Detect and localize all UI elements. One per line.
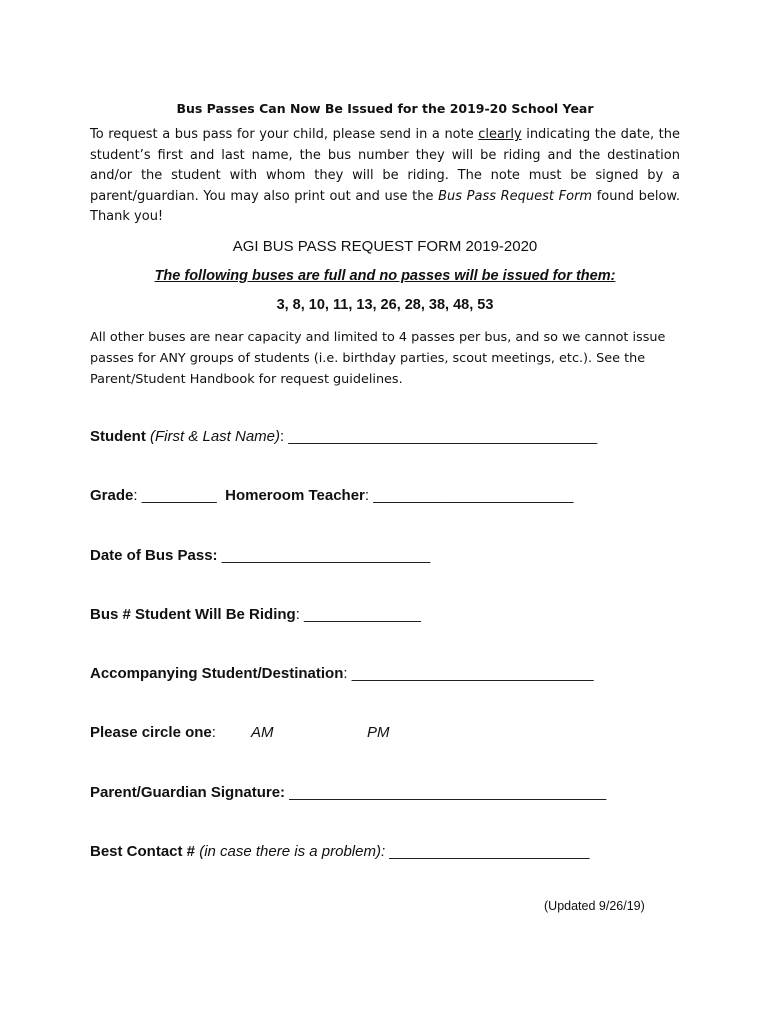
circle-colon: : (211, 724, 216, 741)
date-label: Date of Bus Pass: (90, 547, 218, 564)
best-contact-field[interactable] (90, 843, 590, 860)
grade-homeroom-row (90, 487, 573, 504)
bus-label: Bus # Student Will Be Riding (90, 606, 296, 623)
intro-text-middle: indicating the date, the student’s first and last name, the bus number they will be riding and the destination and/or the student with whom they will be riding. The note must be signed by a parent/guardian. You may also print out and use the (90, 127, 680, 204)
homeroom-label: Homeroom Teacher (225, 487, 365, 504)
intro-clearly-underlined: clearly (478, 127, 522, 142)
homeroom-blank[interactable]: : ________________________ (364, 487, 574, 504)
parent-signature-field[interactable] (90, 784, 606, 801)
date-blank[interactable]: _________________________ (217, 547, 431, 564)
grade-blank[interactable]: : _________ (133, 487, 217, 504)
student-hint: (First & Last Name) (150, 428, 281, 445)
accompany-blank[interactable]: : _____________________________ (343, 665, 594, 682)
bus-blank[interactable]: : ______________ (295, 606, 421, 623)
option-am[interactable] (251, 724, 274, 741)
full-buses-list: 3, 8, 10, 11, 13, 26, 28, 38, 48, 53 (276, 297, 494, 313)
circle-label: Please circle one (90, 724, 212, 741)
contact-hint: (in case there is a problem): (199, 843, 386, 860)
student-blank[interactable]: : _____________________________________ (280, 428, 598, 445)
intro-text-start: To request a bus pass for your child, please send in a note (90, 127, 479, 142)
accompany-label: Accompanying Student/Destination (90, 665, 344, 682)
accompanying-destination-field[interactable] (90, 665, 594, 682)
contact-blank[interactable]: ________________________ (385, 843, 590, 860)
signature-label: Parent/Guardian Signature: (90, 784, 286, 801)
signature-blank[interactable]: ______________________________________ (285, 784, 607, 801)
capacity-paragraph: All other buses are near capacity and limited to 4 passes per bus, and so we cannot issue passes for ANY groups of students (i.e. birthday parties, scout meetings, etc.). See the Parent/Student Handbook for request guidelines. (90, 330, 666, 387)
form-title: AGI BUS PASS REQUEST FORM 2019-2020 (232, 238, 538, 255)
option-pm-label: PM (367, 724, 390, 741)
notice-intro (90, 125, 680, 228)
student-name-field[interactable] (90, 428, 597, 445)
option-am-label: AM (251, 724, 274, 741)
am-pm-choice-row (90, 724, 216, 741)
intro-text-end: found below. Thank you! (90, 188, 680, 224)
updated-date: (Updated 9/26/19) (544, 899, 645, 913)
grade-label: Grade (90, 487, 134, 504)
option-pm[interactable] (367, 724, 390, 741)
notice-heading: Bus Passes Can Now Be Issued for the 2019-20 School Year (176, 101, 594, 116)
intro-form-name: Bus Pass Request Form (438, 188, 593, 204)
student-label: Student (90, 428, 146, 445)
bus-pass-date-field[interactable] (90, 547, 430, 564)
bus-number-field[interactable] (90, 606, 421, 623)
full-buses-notice: The following buses are full and no passes will be issued for them: (154, 268, 616, 284)
contact-label: Best Contact # (90, 843, 196, 860)
